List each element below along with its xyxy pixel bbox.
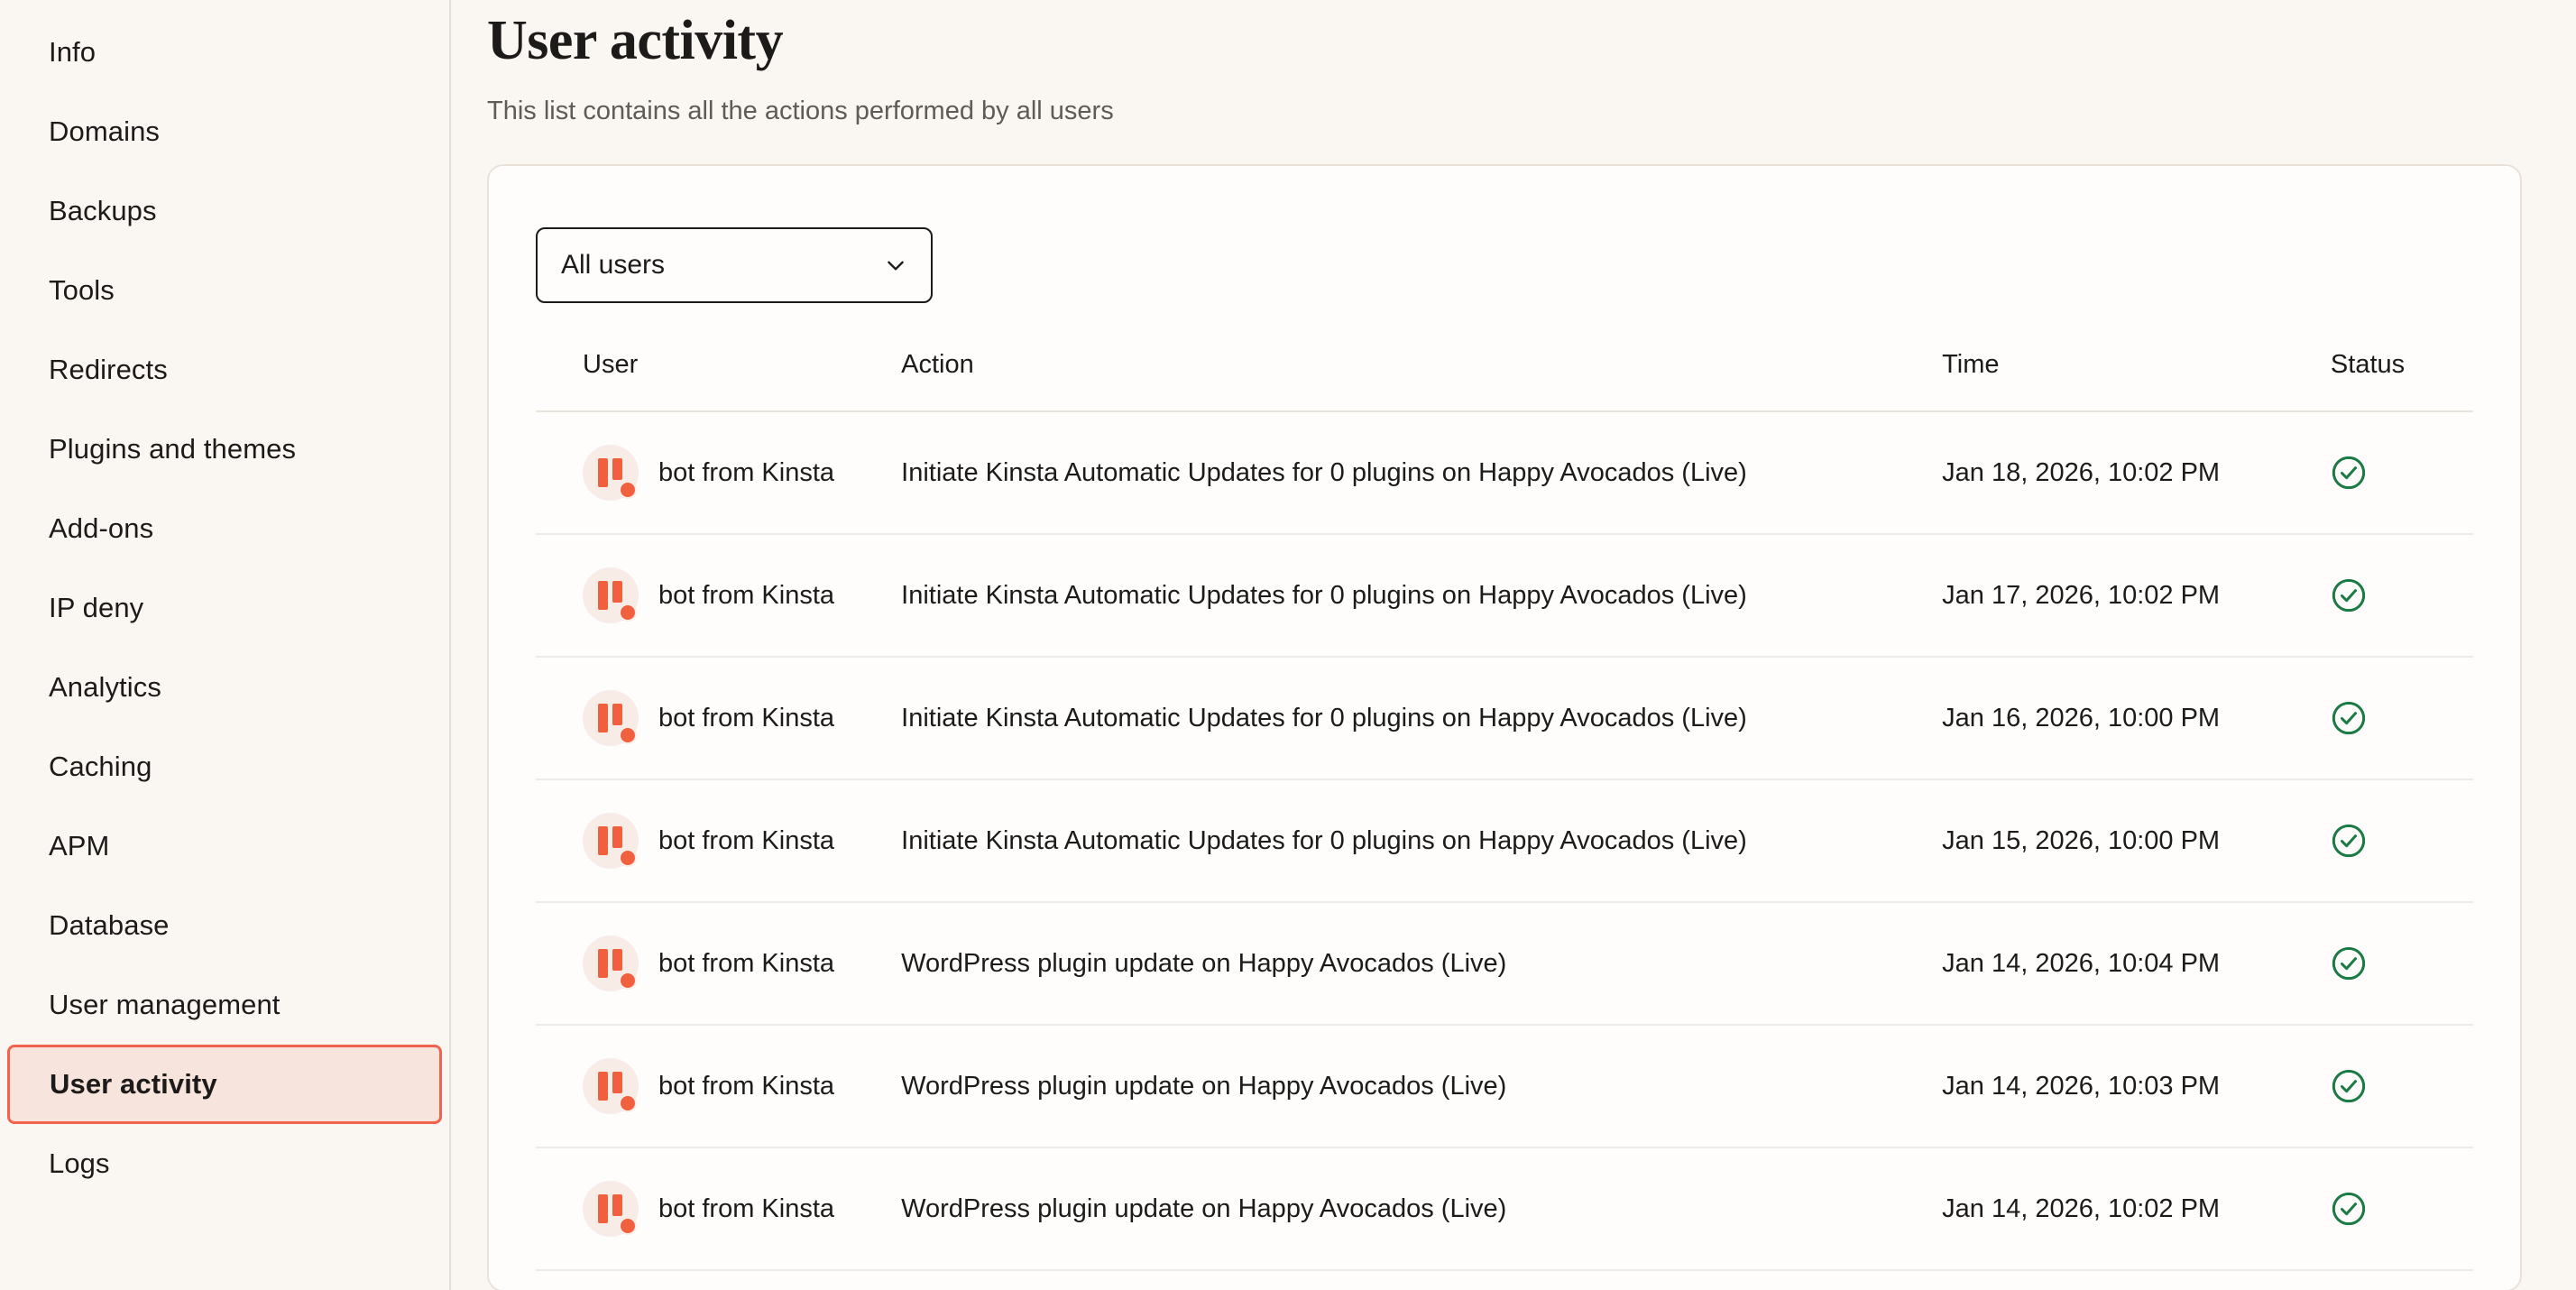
avatar bbox=[583, 1058, 639, 1114]
cell-time: Jan 15, 2026, 10:00 PM bbox=[1942, 779, 2331, 902]
cell-status bbox=[2331, 534, 2473, 657]
cell-status bbox=[2331, 411, 2473, 534]
column-header-user: User bbox=[536, 350, 901, 411]
cell-user bbox=[536, 779, 901, 902]
sidebar-item-label: IP deny bbox=[49, 592, 144, 623]
avatar bbox=[583, 1181, 639, 1237]
sidebar bbox=[0, 0, 451, 1290]
sidebar-item-logs[interactable] bbox=[7, 1124, 442, 1203]
status-badge-success-icon bbox=[2331, 945, 2473, 981]
status-badge-success-icon bbox=[2331, 1191, 2473, 1227]
table-body bbox=[536, 411, 2473, 1270]
sidebar-item-backups[interactable] bbox=[7, 171, 442, 251]
sidebar-item-label: Caching bbox=[49, 751, 152, 782]
sidebar-item-label: Add-ons bbox=[49, 512, 154, 544]
sidebar-item-label: Backups bbox=[49, 195, 157, 226]
cell-time: Jan 16, 2026, 10:00 PM bbox=[1942, 657, 2331, 779]
user-activity-table bbox=[536, 350, 2473, 1271]
user-cell bbox=[536, 690, 901, 746]
column-header-time: Time bbox=[1942, 350, 2331, 411]
cell-action: Initiate Kinsta Automatic Updates for 0 plugins on Happy Avocados (Live) bbox=[901, 657, 1942, 779]
user-name: bot from Kinsta bbox=[658, 703, 835, 733]
cell-status bbox=[2331, 902, 2473, 1025]
cell-status bbox=[2331, 1025, 2473, 1147]
sidebar-item-apm[interactable] bbox=[7, 806, 442, 886]
sidebar-item-domains[interactable] bbox=[7, 92, 442, 171]
user-name: bot from Kinsta bbox=[658, 580, 835, 610]
user-cell bbox=[536, 935, 901, 991]
status-badge-success-icon bbox=[2331, 823, 2473, 859]
cell-user bbox=[536, 1025, 901, 1147]
cell-status bbox=[2331, 1147, 2473, 1270]
user-name: bot from Kinsta bbox=[658, 825, 835, 855]
sidebar-item-label: Analytics bbox=[49, 671, 161, 703]
cell-status bbox=[2331, 657, 2473, 779]
avatar bbox=[583, 935, 639, 991]
sidebar-item-label: Info bbox=[49, 36, 97, 68]
user-filter-value: All users bbox=[561, 250, 666, 280]
sidebar-item-user-activity[interactable] bbox=[7, 1045, 442, 1124]
sidebar-item-label: Domains bbox=[49, 115, 161, 147]
sidebar-item-label: User management bbox=[49, 989, 281, 1020]
status-badge-success-icon bbox=[2331, 700, 2473, 736]
table-row[interactable] bbox=[536, 657, 2473, 779]
cell-action: Initiate Kinsta Automatic Updates for 0 plugins on Happy Avocados (Live) bbox=[901, 534, 1942, 657]
sidebar-item-ip-deny[interactable] bbox=[7, 568, 442, 648]
cell-user bbox=[536, 657, 901, 779]
sidebar-item-caching[interactable] bbox=[7, 727, 442, 806]
user-name: bot from Kinsta bbox=[658, 1071, 835, 1101]
filter-row bbox=[489, 166, 2520, 303]
table-row[interactable] bbox=[536, 411, 2473, 534]
sidebar-item-label: APM bbox=[49, 830, 110, 862]
main-content bbox=[451, 0, 2576, 1290]
status-badge-success-icon bbox=[2331, 455, 2473, 491]
table-row[interactable] bbox=[536, 1147, 2473, 1270]
cell-user bbox=[536, 411, 901, 534]
cell-time: Jan 14, 2026, 10:03 PM bbox=[1942, 1025, 2331, 1147]
page-subtitle: This list contains all the actions performed by all users bbox=[487, 97, 1114, 125]
table-head bbox=[536, 350, 2473, 411]
cell-action: Initiate Kinsta Automatic Updates for 0 plugins on Happy Avocados (Live) bbox=[901, 779, 1942, 902]
table-header-row bbox=[536, 350, 2473, 411]
table-row[interactable] bbox=[536, 779, 2473, 902]
sidebar-item-redirects[interactable] bbox=[7, 330, 442, 410]
table-row[interactable] bbox=[536, 534, 2473, 657]
cell-action: WordPress plugin update on Happy Avocados (Live) bbox=[901, 1025, 1942, 1147]
cell-time: Jan 18, 2026, 10:02 PM bbox=[1942, 411, 2331, 534]
page-title: User activity bbox=[487, 10, 784, 71]
status-badge-success-icon bbox=[2331, 1068, 2473, 1104]
cell-user bbox=[536, 902, 901, 1025]
sidebar-item-label: Plugins and themes bbox=[49, 433, 297, 465]
avatar bbox=[583, 813, 639, 869]
user-cell bbox=[536, 1058, 901, 1114]
sidebar-item-label: Database bbox=[49, 909, 170, 941]
avatar bbox=[583, 567, 639, 623]
cell-action: WordPress plugin update on Happy Avocados (Live) bbox=[901, 902, 1942, 1025]
user-cell bbox=[536, 813, 901, 869]
sidebar-item-plugins-and-themes[interactable] bbox=[7, 410, 442, 489]
user-name: bot from Kinsta bbox=[658, 948, 835, 978]
avatar bbox=[583, 690, 639, 746]
cell-user bbox=[536, 1147, 901, 1270]
cell-action: WordPress plugin update on Happy Avocados (Live) bbox=[901, 1147, 1942, 1270]
sidebar-item-label: User activity bbox=[50, 1068, 217, 1100]
user-cell bbox=[536, 445, 901, 501]
status-badge-success-icon bbox=[2331, 577, 2473, 613]
table-row[interactable] bbox=[536, 1025, 2473, 1147]
table-row[interactable] bbox=[536, 902, 2473, 1025]
sidebar-item-analytics[interactable] bbox=[7, 648, 442, 727]
user-cell bbox=[536, 1181, 901, 1237]
cell-time: Jan 14, 2026, 10:04 PM bbox=[1942, 902, 2331, 1025]
sidebar-item-database[interactable] bbox=[7, 886, 442, 965]
cell-user bbox=[536, 534, 901, 657]
activity-card bbox=[487, 164, 2522, 1290]
sidebar-item-user-management[interactable] bbox=[7, 965, 442, 1045]
column-header-status: Status bbox=[2331, 350, 2473, 411]
chevron-down-icon bbox=[884, 253, 907, 277]
sidebar-item-label: Tools bbox=[49, 274, 115, 306]
cell-status bbox=[2331, 779, 2473, 902]
sidebar-item-add-ons[interactable] bbox=[7, 489, 442, 568]
sidebar-nav-list bbox=[0, 13, 449, 1203]
user-name: bot from Kinsta bbox=[658, 1193, 835, 1223]
cell-time: Jan 14, 2026, 10:02 PM bbox=[1942, 1147, 2331, 1270]
avatar bbox=[583, 445, 639, 501]
sidebar-item-label: Redirects bbox=[49, 354, 168, 385]
sidebar-item-tools[interactable] bbox=[7, 251, 442, 330]
user-filter-select[interactable] bbox=[536, 227, 933, 303]
cell-time: Jan 17, 2026, 10:02 PM bbox=[1942, 534, 2331, 657]
user-cell bbox=[536, 567, 901, 623]
user-name: bot from Kinsta bbox=[658, 457, 835, 487]
sidebar-item-info[interactable] bbox=[7, 13, 442, 92]
column-header-action: Action bbox=[901, 350, 1942, 411]
cell-action: Initiate Kinsta Automatic Updates for 0 plugins on Happy Avocados (Live) bbox=[901, 411, 1942, 534]
sidebar-item-label: Logs bbox=[49, 1147, 110, 1179]
